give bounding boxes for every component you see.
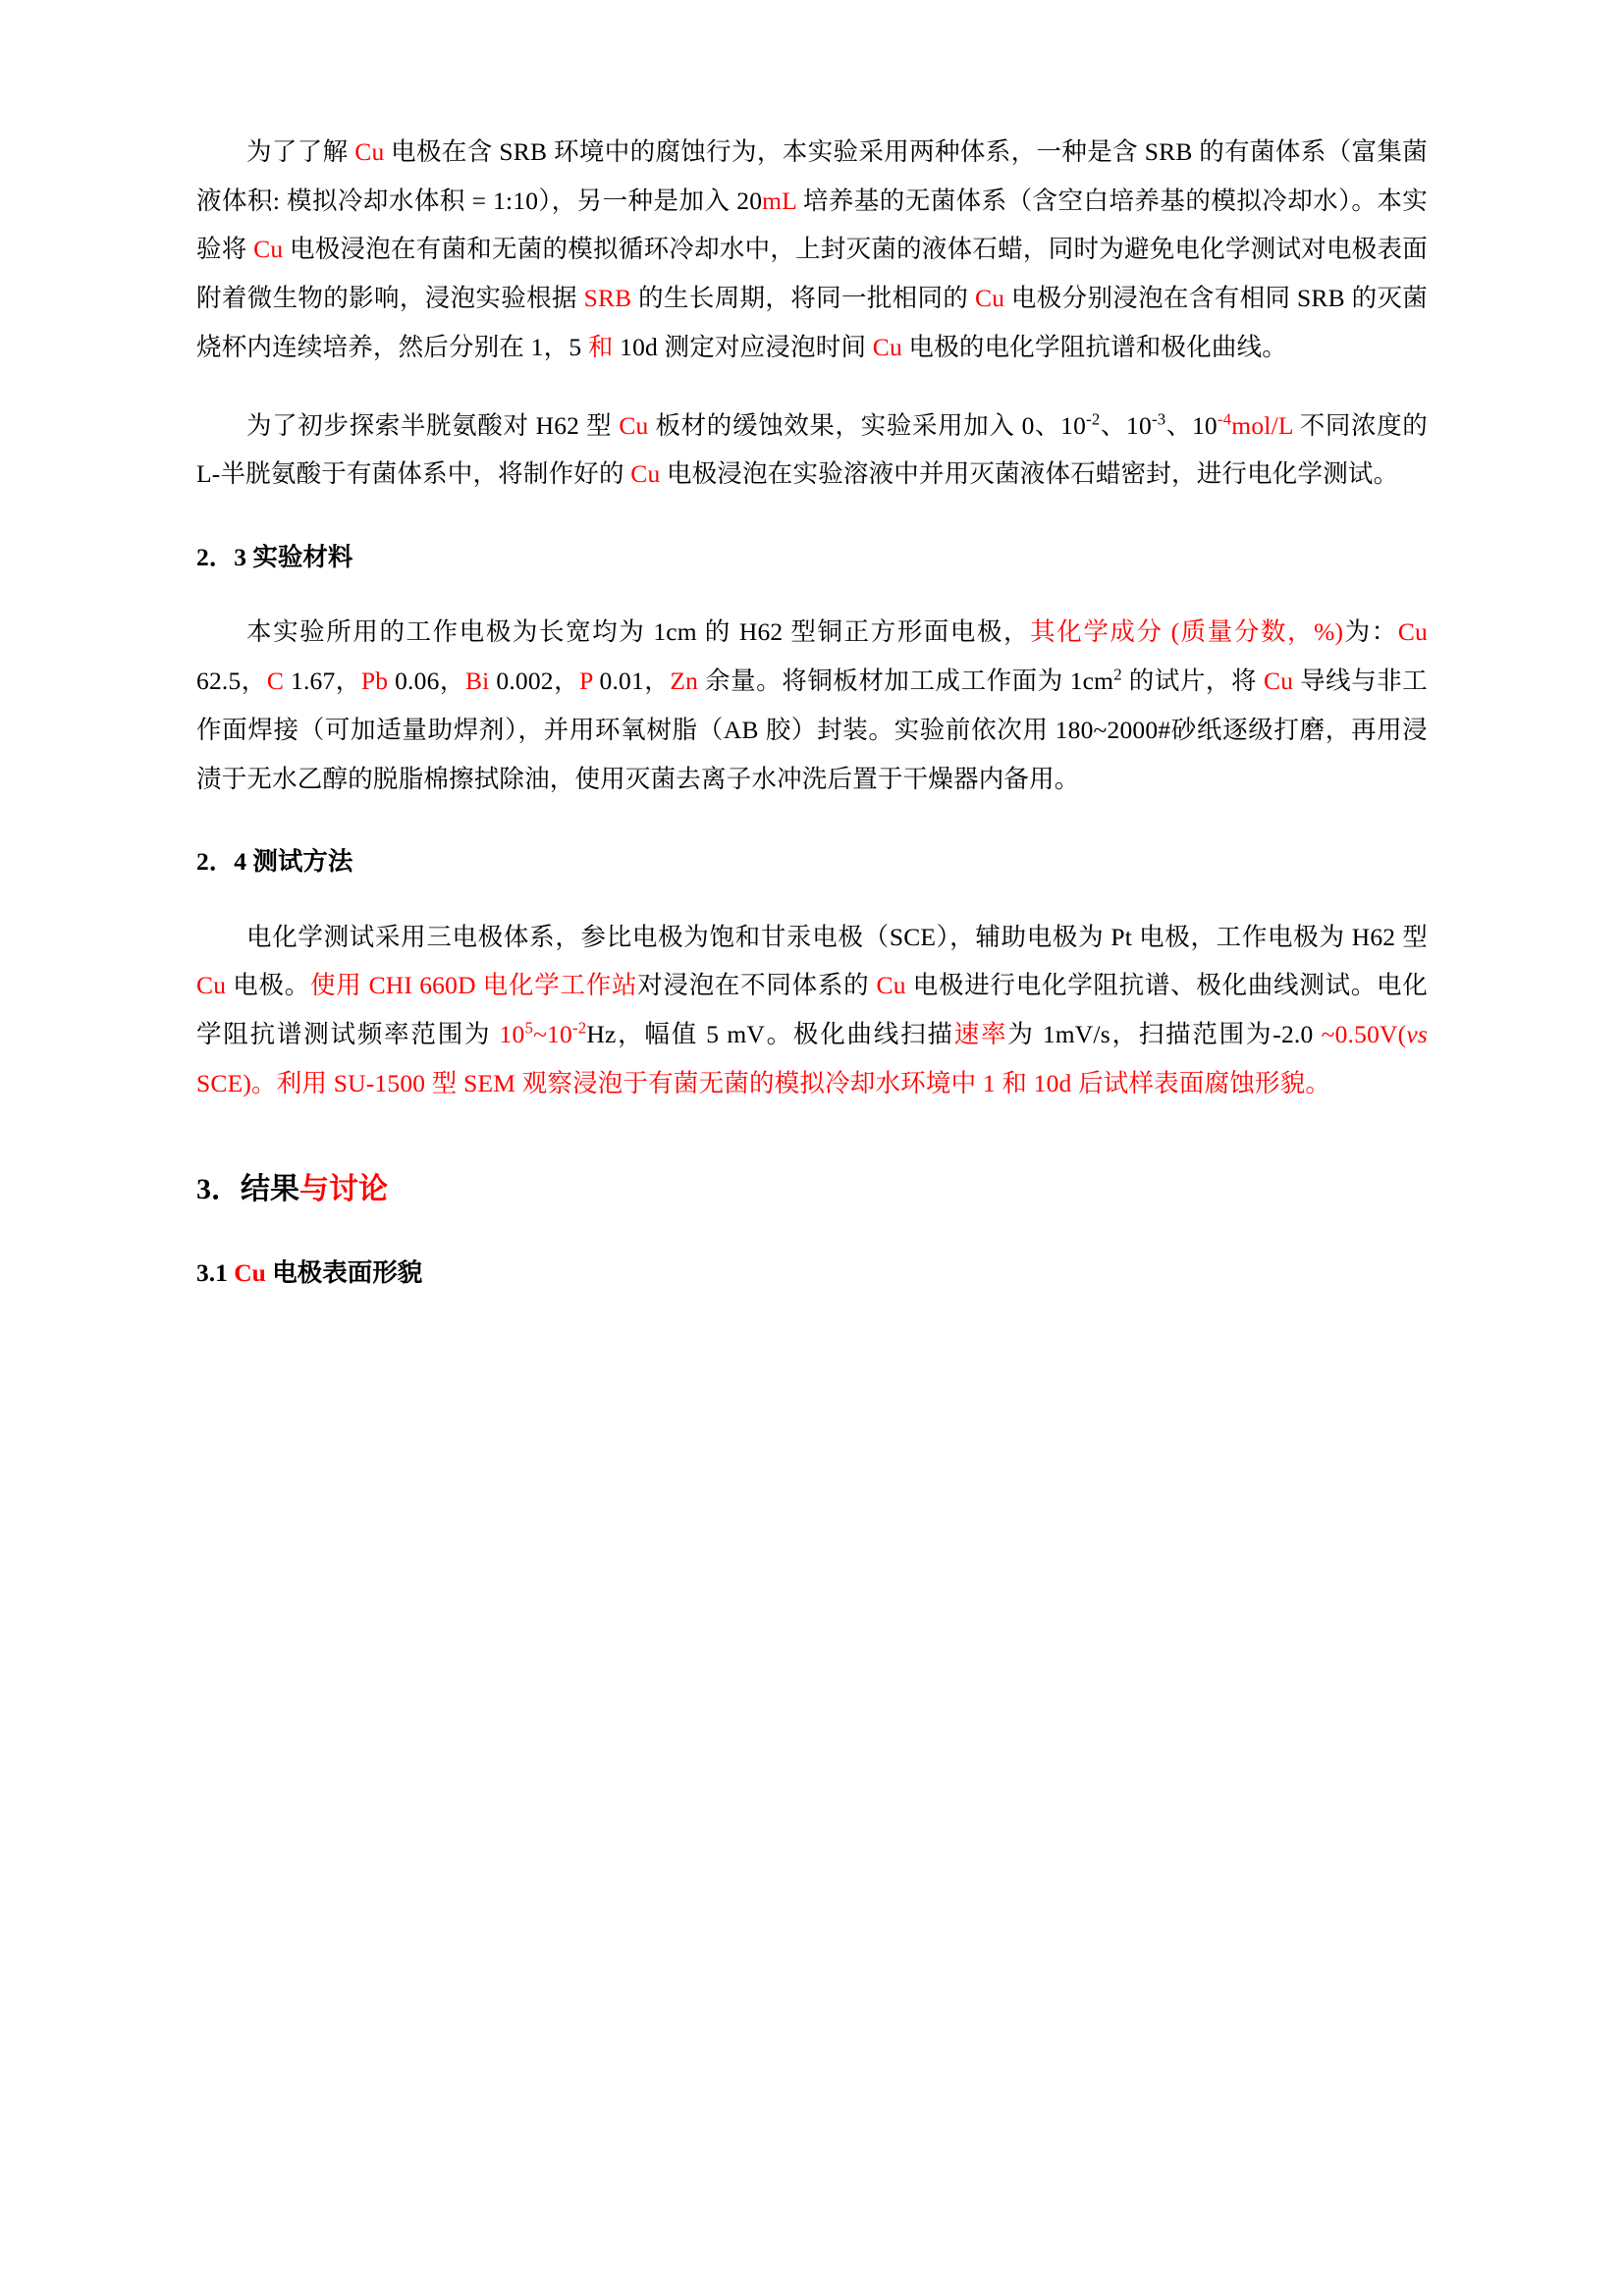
heading-2-3-materials: 2．3 实验材料 (196, 543, 353, 572)
paragraph-methods: 电化学测试采用三电极体系，参比电极为饱和甘汞电极（SCE），辅助电极为 Pt 电极，工作电极为 H62 型 Cu 电极。使用 CHI 660D 电化学工作站对浸泡在不同体系的 Cu 电极进行电化学阻抗谱、极化曲线测试。电化学阻抗谱测试频率范围为 $10^5\sim 10^{-2}Hz$，幅值 5 mV。极化曲线扫描速率为 1mV/s，扫描范围为-2.0 ~0.50V(vs SCE)。利用 SU-1500 型 SEM 观察浸泡于有菌无菌的模拟冷却水环境中 1 和 10d 后试样表面腐蚀形貌。 (196, 922, 1428, 1097)
heading-2-4-methods: 2．4 测试方法 (196, 847, 353, 877)
paragraph-experiment-systems: 为了了解 Cu 电极在含 SRB 环境中的腐蚀行为，本实验采用两种体系，一种是含 SRB 的有菌体系（富集菌液体积: 模拟冷却水体积 = 1:10），另一种是加入 20mL 培养基的无菌体系（含空白培养基的模拟冷却水）。本实验将 Cu 电极浸泡在有菌和无菌的模拟循环冷却水中，上封灭菌的液体石蜡，同时为避免电化学测试对电极表面附着微生物的影响，浸泡实验根据 SRB 的生长周期，将同一批相同的 Cu 电极分别浸泡在含有相同 SRB 的灭菌烧杯内连续培养，然后分别在 1，5 和 10d 测定对应浸泡时间 Cu 电极的电化学阻抗谱和极化曲线。 (196, 137, 1428, 361)
heading-3-results-discussion: 3．结果与讨论 (196, 1173, 388, 1206)
paragraph-materials: 本实验所用的工作电极为长宽均为 1cm 的 H62 型铜正方形面电极，其化学成分 (质量分数，%)为：Cu 62.5，C 1.67，Pb 0.06，Bi 0.002，P 0.01，Zn 余量。将铜板材加工成工作面为 $1cm^2$ 的试片，将 Cu 导线与非工作面焊接（可加适量助焊剂），并用环氧树脂（AB 胶）封装。实验前依次用 180~2000#砂纸逐级打磨，再用浸渍于无水乙醇的脱脂棉擦拭除油，使用灭菌去离子水冲洗后置于干燥器内备用。 (196, 617, 1429, 793)
paragraph-cysteine-concentrations: 为了初步探索半胱氨酸对 H62 型 Cu 板材的缓蚀效果，实验采用加入 0、$10^{-2}$、$10^{-3}$、$10^{-4}mol/L$ 不同浓度的 L-半胱氨酸于有菌体系中，将制作好的 Cu 电极浸泡在实验溶液中并用灭菌液体石蜡密封，进行电化学测试。 (196, 409, 1428, 489)
heading-3-1-surface-morphology: 3.1 Cu 电极表面形貌 (196, 1258, 423, 1288)
